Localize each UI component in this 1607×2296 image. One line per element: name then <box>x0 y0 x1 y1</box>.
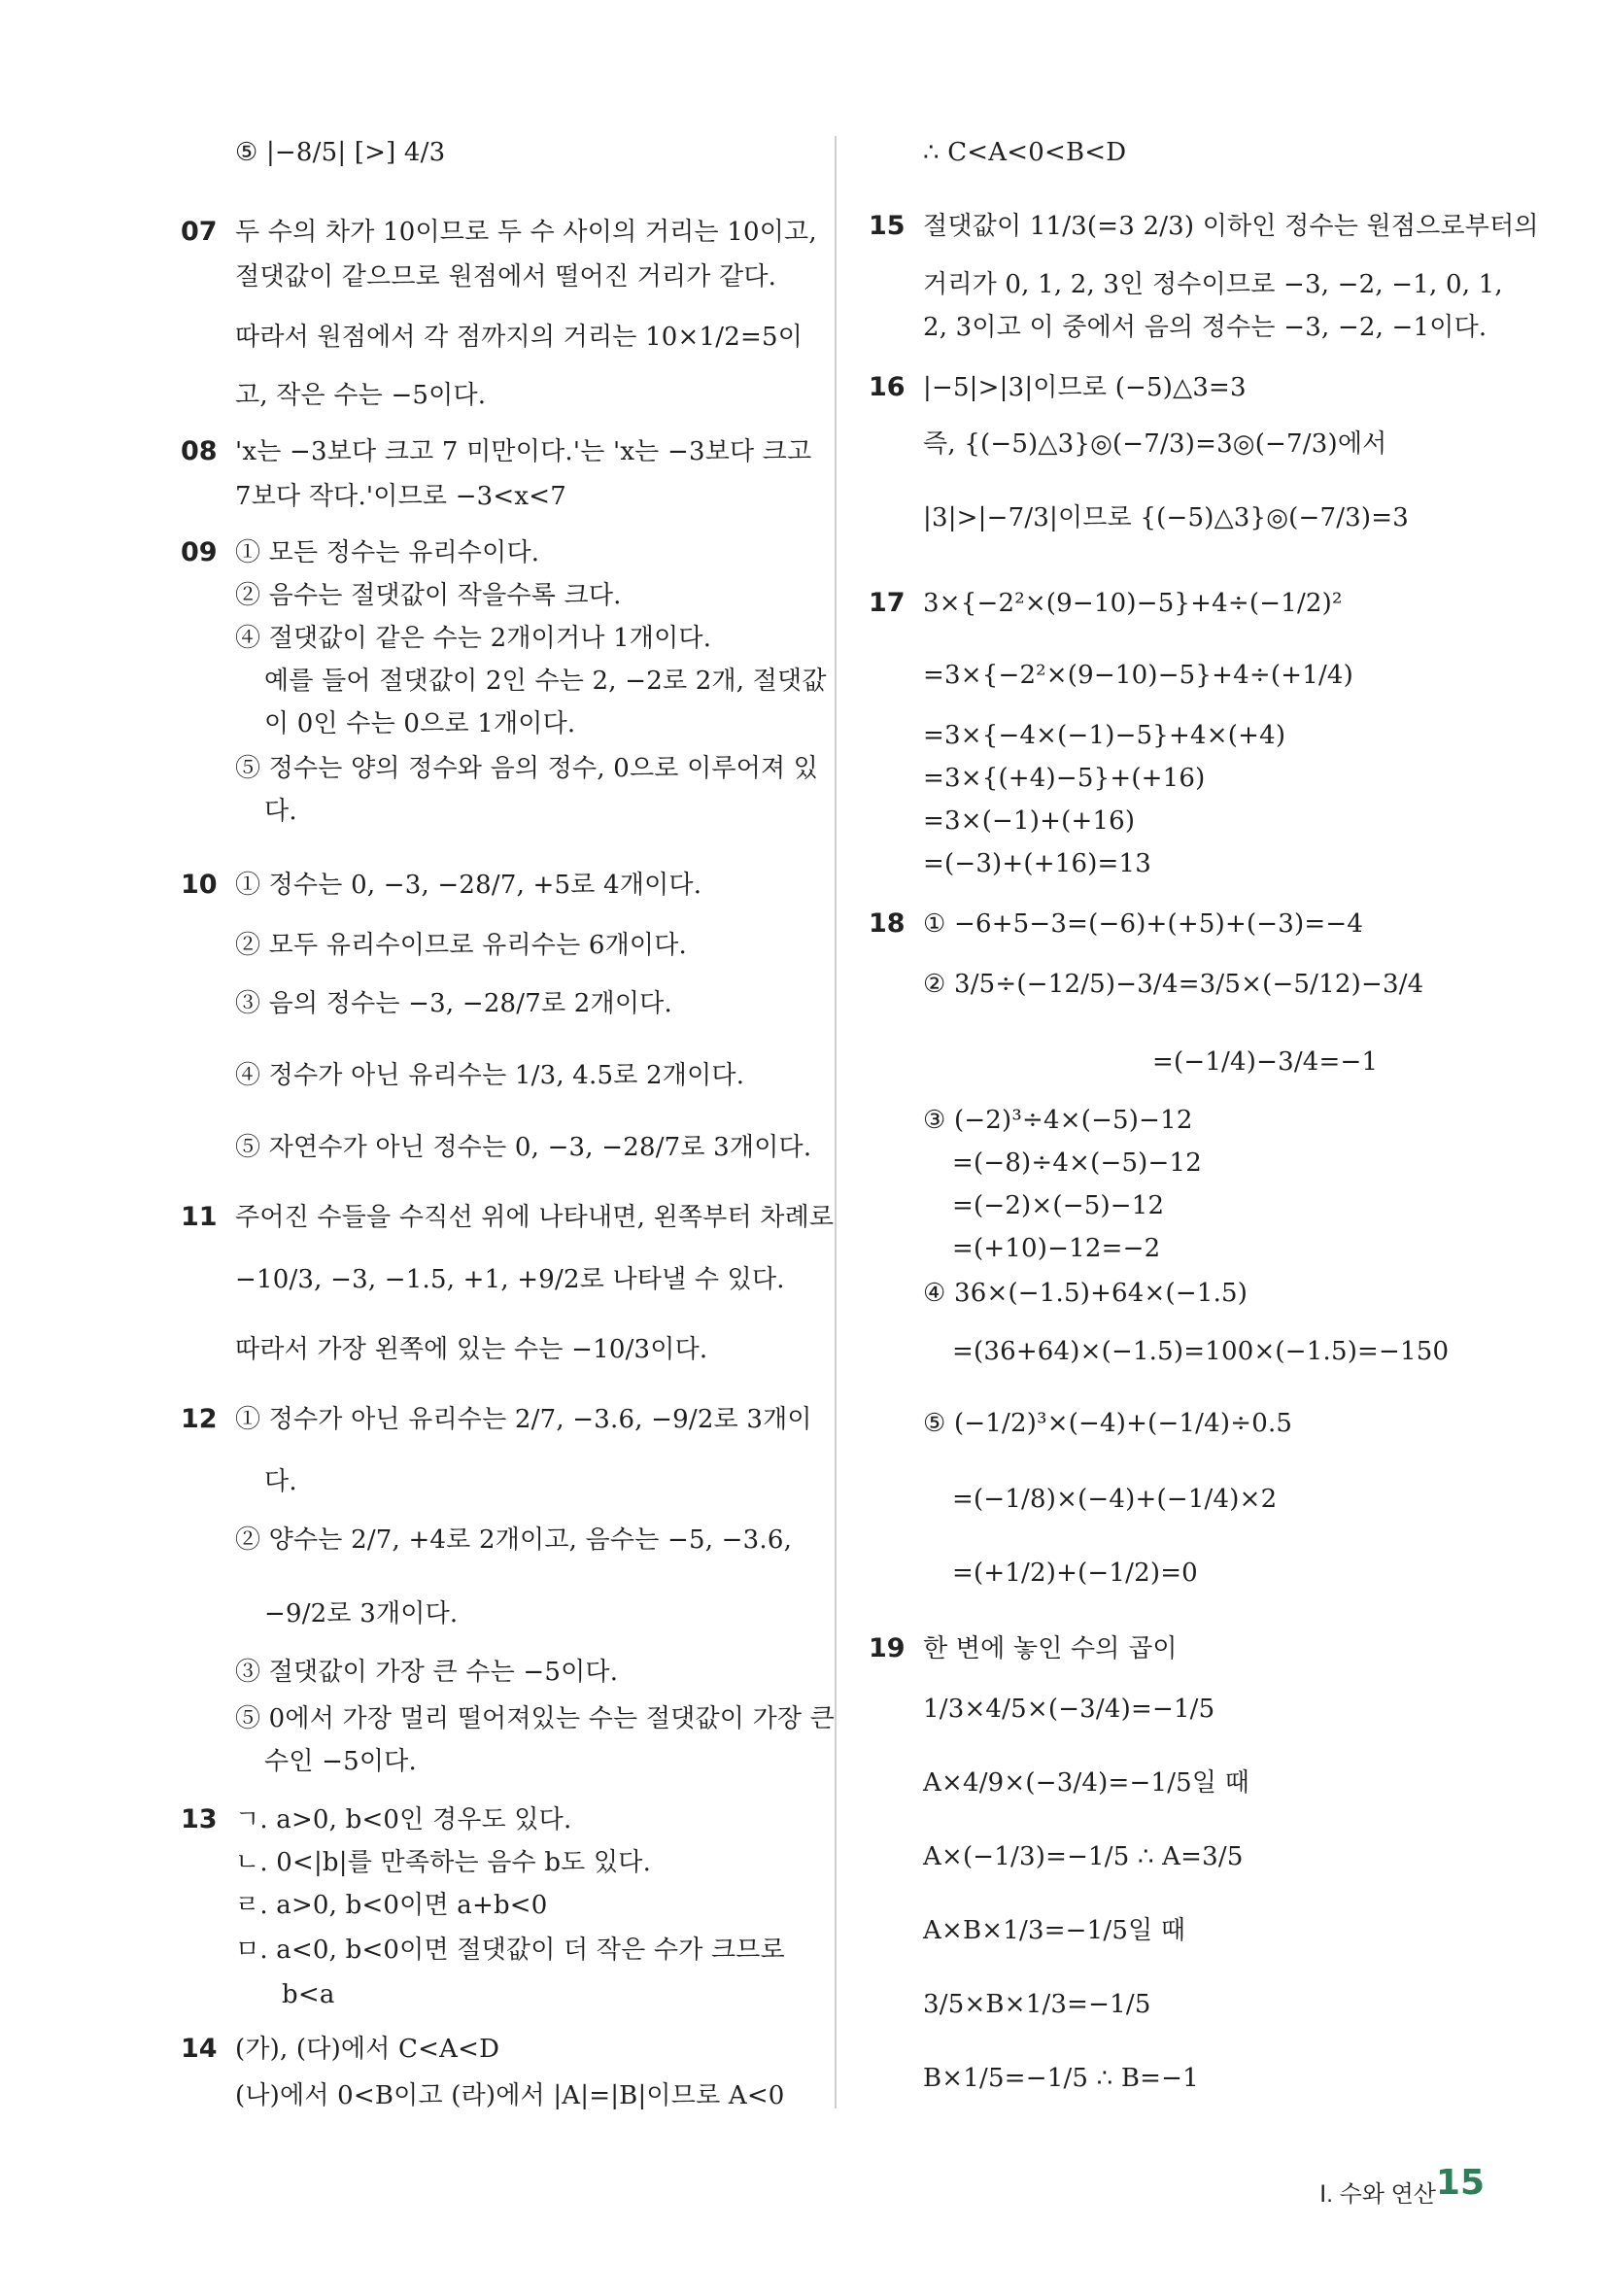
solution-line: 이 0인 수는 0으로 1개이다. <box>264 709 576 738</box>
solution-line: ④ 절댓값이 같은 수는 2개이거나 1개이다. <box>235 624 712 653</box>
solution-line: ② 3/5÷(−12/5)−3/4=3/5×(−5/12)−3/4 <box>923 970 1424 999</box>
solution-line: ② 양수는 2/7, +4로 2개이고, 음수는 −5, −3.6, <box>235 1525 793 1555</box>
footer-section-label: Ⅰ. 수와 연산 <box>1319 2181 1436 2208</box>
solution-line: ③ 음의 정수는 −3, −28/7로 2개이다. <box>235 989 672 1018</box>
solution-line: ① 정수가 아닌 유리수는 2/7, −3.6, −9/2로 3개이 <box>235 1405 812 1434</box>
solution-line: ⑤ 정수는 양의 정수와 음의 정수, 0으로 이루어져 있 <box>235 754 819 783</box>
solution-line: 1/3×4/5×(−3/4)=−1/5 <box>923 1695 1215 1724</box>
solution-line: ④ 정수가 아닌 유리수는 1/3, 4.5로 2개이다. <box>235 1061 745 1090</box>
solution-line: 따라서 가장 왼쪽에 있는 수는 −10/3이다. <box>235 1335 708 1364</box>
solution-line: ④ 36×(−1.5)+64×(−1.5) <box>923 1279 1248 1308</box>
solution-line: 거리가 0, 1, 2, 3인 정수이므로 −3, −2, −1, 0, 1, <box>923 270 1503 299</box>
solution-line: 예를 들어 절댓값이 2인 수는 2, −2로 2개, 절댓값 <box>264 667 827 696</box>
solution-line: 절댓값이 같으므로 원점에서 떨어진 거리가 같다. <box>235 262 777 291</box>
solution-line: =(−1/8)×(−4)+(−1/4)×2 <box>952 1485 1278 1514</box>
solution-line: 한 변에 놓인 수의 곱이 <box>923 1634 1178 1663</box>
solution-line: 다. <box>264 797 297 826</box>
solution-line: ⑤ 0에서 가장 멀리 떨어져있는 수는 절댓값이 가장 큰 <box>235 1704 835 1733</box>
solution-line: ⑤ 자연수가 아닌 정수는 0, −3, −28/7로 3개이다. <box>235 1133 812 1162</box>
solution-line: 따라서 원점에서 각 점까지의 거리는 10×1/2=5이 <box>235 323 804 352</box>
solution-line: =3×{−4×(−1)−5}+4×(+4) <box>923 721 1286 750</box>
solution-line: |−5|>|3|이므로 (−5)△3=3 <box>923 373 1247 402</box>
solution-line: 2, 3이고 이 중에서 음의 정수는 −3, −2, −1이다. <box>923 313 1487 342</box>
solution-line: 주어진 수들을 수직선 위에 나타내면, 왼쪽부터 차례로 <box>235 1203 835 1232</box>
solution-line: =(+1/2)+(−1/2)=0 <box>952 1559 1198 1588</box>
solution-line: ⑤ |−8/5| [>] 4/3 <box>235 138 446 167</box>
solution-line: =(+10)−12=−2 <box>952 1234 1161 1263</box>
solution-line: A×4/9×(−3/4)=−1/5일 때 <box>923 1768 1250 1798</box>
solution-line: 7보다 작다.'이므로 −3<x<7 <box>235 482 566 511</box>
solution-line: =(−3)+(+16)=13 <box>923 849 1152 878</box>
solution-line: 3/5×B×1/3=−1/5 <box>923 1990 1151 2019</box>
solution-line: A×B×1/3=−1/5일 때 <box>923 1916 1186 1945</box>
problem-number: 09 <box>181 537 218 567</box>
solution-line: =(−8)÷4×(−5)−12 <box>952 1148 1202 1178</box>
solution-line: ① 정수는 0, −3, −28/7, +5로 4개이다. <box>235 871 702 900</box>
solution-line: ⑤ (−1/2)³×(−4)+(−1/4)÷0.5 <box>923 1409 1293 1438</box>
solution-line: 'x는 −3보다 크고 7 미만이다.'는 'x는 −3보다 크고 <box>235 437 812 466</box>
problem-number: 11 <box>181 1202 218 1232</box>
problem-number: 10 <box>181 870 218 900</box>
solution-line: 절댓값이 11/3(=3 2/3) 이하인 정수는 원점으로부터의 <box>923 212 1539 241</box>
problem-number: 08 <box>181 436 218 466</box>
solution-line: =(−1/4)−3/4=−1 <box>1152 1047 1379 1077</box>
footer-page-number: 15 <box>1435 2163 1485 2203</box>
solution-line: ㅁ. a<0, b<0이면 절댓값이 더 작은 수가 크므로 <box>235 1936 785 1965</box>
solution-line: 고, 작은 수는 −5이다. <box>235 381 487 410</box>
solution-line: ㄴ. 0<|b|를 만족하는 음수 b도 있다. <box>235 1848 652 1877</box>
problem-number: 16 <box>869 372 906 402</box>
problem-number: 15 <box>869 211 906 241</box>
solution-line: −9/2로 3개이다. <box>264 1599 459 1628</box>
solution-line: B×1/5=−1/5 ∴ B=−1 <box>923 2064 1199 2093</box>
solution-line: ① 모든 정수는 유리수이다. <box>235 538 540 567</box>
solution-line: ③ 절댓값이 가장 큰 수는 −5이다. <box>235 1658 619 1687</box>
solution-line: |3|>|−7/3|이므로 {(−5)△3}◎(−7/3)=3 <box>923 503 1409 532</box>
solution-line: 두 수의 차가 10이므로 두 수 사이의 거리는 10이고, <box>235 218 817 247</box>
solution-line: =3×{−2²×(9−10)−5}+4÷(+1/4) <box>923 661 1353 690</box>
solution-line: 3×{−2²×(9−10)−5}+4÷(−1/2)² <box>923 589 1343 618</box>
solution-line: 수인 −5이다. <box>264 1747 417 1776</box>
problem-number: 14 <box>181 2034 218 2064</box>
solution-line: =(−2)×(−5)−12 <box>952 1191 1165 1220</box>
solution-line: ㄹ. a>0, b<0이면 a+b<0 <box>235 1891 548 1920</box>
solution-line: 다. <box>264 1467 297 1496</box>
problem-number: 17 <box>869 588 906 618</box>
solution-line: =3×(−1)+(+16) <box>923 806 1136 836</box>
solution-line: (가), (다)에서 C<A<D <box>235 2035 500 2064</box>
solution-line: ② 모두 유리수이므로 유리수는 6개이다. <box>235 931 688 960</box>
solution-line: ㄱ. a>0, b<0인 경우도 있다. <box>235 1805 572 1834</box>
problem-number: 07 <box>181 217 218 247</box>
solution-line: =(36+64)×(−1.5)=100×(−1.5)=−150 <box>952 1337 1450 1366</box>
solution-line: ① −6+5−3=(−6)+(+5)+(−3)=−4 <box>923 909 1364 939</box>
problem-number: 19 <box>869 1633 906 1663</box>
solution-line: b<a <box>282 1980 335 2009</box>
problem-number: 18 <box>869 908 906 939</box>
solution-line: =3×{(+4)−5}+(+16) <box>923 764 1206 793</box>
solution-line: −10/3, −3, −1.5, +1, +9/2로 나타낼 수 있다. <box>235 1265 785 1294</box>
solution-line: (나)에서 0<B이고 (라)에서 |A|=|B|이므로 A<0 <box>235 2081 785 2110</box>
problem-number: 12 <box>181 1404 218 1434</box>
solution-line: 즉, {(−5)△3}◎(−7/3)=3◎(−7/3)에서 <box>923 429 1387 459</box>
solution-line: A×(−1/3)=−1/5 ∴ A=3/5 <box>923 1842 1244 1871</box>
solution-line: ② 음수는 절댓값이 작을수록 크다. <box>235 581 622 610</box>
problem-number: 13 <box>181 1804 218 1834</box>
column-divider <box>835 136 837 2108</box>
solution-line: ③ (−2)³÷4×(−5)−12 <box>923 1106 1193 1135</box>
solution-line: ∴ C<A<0<B<D <box>923 138 1127 167</box>
